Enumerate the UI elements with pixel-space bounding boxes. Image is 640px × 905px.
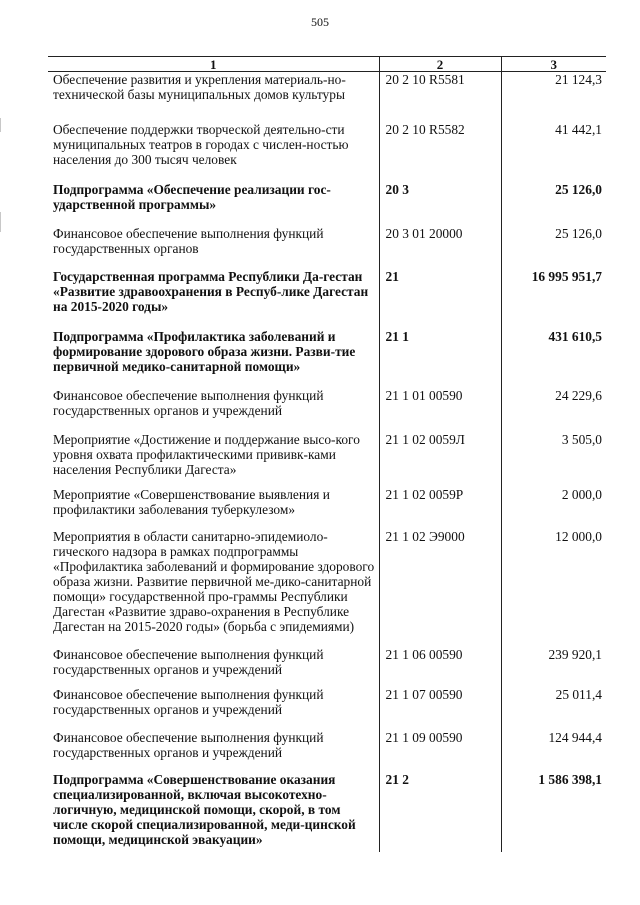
row-code: 21 1 07 00590 [379, 687, 501, 730]
row-amount: 25 126,0 [501, 226, 606, 269]
row-code: 21 [379, 269, 501, 329]
row-code: 20 3 01 20000 [379, 226, 501, 269]
row-amount: 16 995 951,7 [501, 269, 606, 329]
table-row [48, 182, 606, 226]
row-code: 20 2 10 R5582 [379, 122, 501, 182]
row-code: 21 2 [379, 772, 501, 852]
row-amount: 24 229,6 [501, 388, 606, 432]
row-name: Финансовое обеспечение выполнения функций государственных органов и учреждений [53, 646, 324, 677]
row-code: 21 1 01 00590 [379, 388, 501, 432]
row-code: 21 1 02 Э9000 [379, 529, 501, 647]
scan-margin-mark [0, 212, 1, 232]
row-code: 21 1 09 00590 [379, 730, 501, 772]
row-name: Финансовое обеспечение выполнения функций государственных органов и учреждений [53, 686, 324, 717]
table-row [48, 772, 606, 852]
table-row [48, 72, 606, 122]
row-name: Обеспечение поддержки творческой деятельно-сти муниципальных театров в городах с числен-ностью населения до 300 тысяч человек [53, 121, 349, 167]
table-row [48, 529, 606, 647]
table-row [48, 432, 606, 487]
table-row [48, 329, 606, 388]
table-row [48, 647, 606, 687]
column-header: 2 [379, 57, 501, 72]
row-amount: 2 000,0 [501, 487, 606, 529]
row-code: 20 3 [379, 182, 501, 226]
row-amount: 431 610,5 [501, 329, 606, 388]
row-amount: 124 944,4 [501, 730, 606, 772]
row-code: 21 1 02 0059Л [379, 432, 501, 487]
row-code: 21 1 [379, 329, 501, 388]
row-code: 21 1 06 00590 [379, 647, 501, 687]
table-row [48, 687, 606, 730]
row-name: Финансовое обеспечение выполнения функций государственных органов и учреждений [53, 387, 324, 418]
row-amount: 25 011,4 [501, 687, 606, 730]
row-amount: 12 000,0 [501, 529, 606, 647]
row-name: Обеспечение развития и укрепления материаль-но-технической базы муниципальных домов культуры [53, 72, 346, 102]
table-row [48, 269, 606, 329]
row-name: Подпрограмма «Профилактика заболеваний и формирование здорового образа жизни. Разви-тие первичной медико-санитарной помощи» [53, 328, 356, 374]
table-row [48, 388, 606, 432]
scan-margin-mark [0, 118, 1, 132]
row-amount: 25 126,0 [501, 182, 606, 226]
row-amount: 21 124,3 [501, 72, 606, 122]
row-name: Финансовое обеспечение выполнения функций государственных органов [53, 225, 324, 256]
row-amount: 3 505,0 [501, 432, 606, 487]
column-header: 3 [501, 57, 606, 72]
row-name: Мероприятия в области санитарно-эпидемиоло-гического надзора в рамках подпрограммы «Профилактика заболеваний и формирование здорового образа жизни. Развитие первичной ме-дико-санитарной помощи» государственной про-граммы Республики Дагестан «Развитие здраво-охранения в Республике Дагестан на 2015-2020 годы» (борьба с эпидемиями) [53, 528, 375, 634]
table-row [48, 122, 606, 182]
table-row [48, 226, 606, 269]
row-code: 20 2 10 R5581 [379, 72, 501, 122]
column-header: 1 [48, 57, 379, 72]
row-name: Подпрограмма «Обеспечение реализации гос-ударственной программы» [53, 181, 331, 212]
row-name: Мероприятие «Достижение и поддержание высо-кого уровня охвата профилактическими прививк-ками населения Республики Дагеста» [53, 431, 360, 477]
table-row [48, 730, 606, 772]
page-number: 505 [311, 15, 329, 29]
table-row [48, 487, 606, 529]
row-name: Государственная программа Республики Да-гестан «Развитие здравоохранения в Респуб-лике Дагестан на 2015-2020 годы» [53, 268, 369, 314]
row-name: Подпрограмма «Совершенствование оказания специализированной, включая высокотехно-логичную, медицинской помощи, скорой, в том числе скорой специализированной, меди-цинской помощи, медицинской эвакуации» [53, 771, 356, 847]
budget-table [48, 56, 606, 852]
row-amount: 1 586 398,1 [501, 772, 606, 852]
row-name: Финансовое обеспечение выполнения функций государственных органов и учреждений [53, 729, 324, 760]
row-amount: 41 442,1 [501, 122, 606, 182]
row-name: Мероприятие «Совершенствование выявления и профилактики заболевания туберкулезом» [53, 486, 330, 517]
row-amount: 239 920,1 [501, 647, 606, 687]
row-code: 21 1 02 0059Р [379, 487, 501, 529]
header-row [48, 57, 606, 72]
